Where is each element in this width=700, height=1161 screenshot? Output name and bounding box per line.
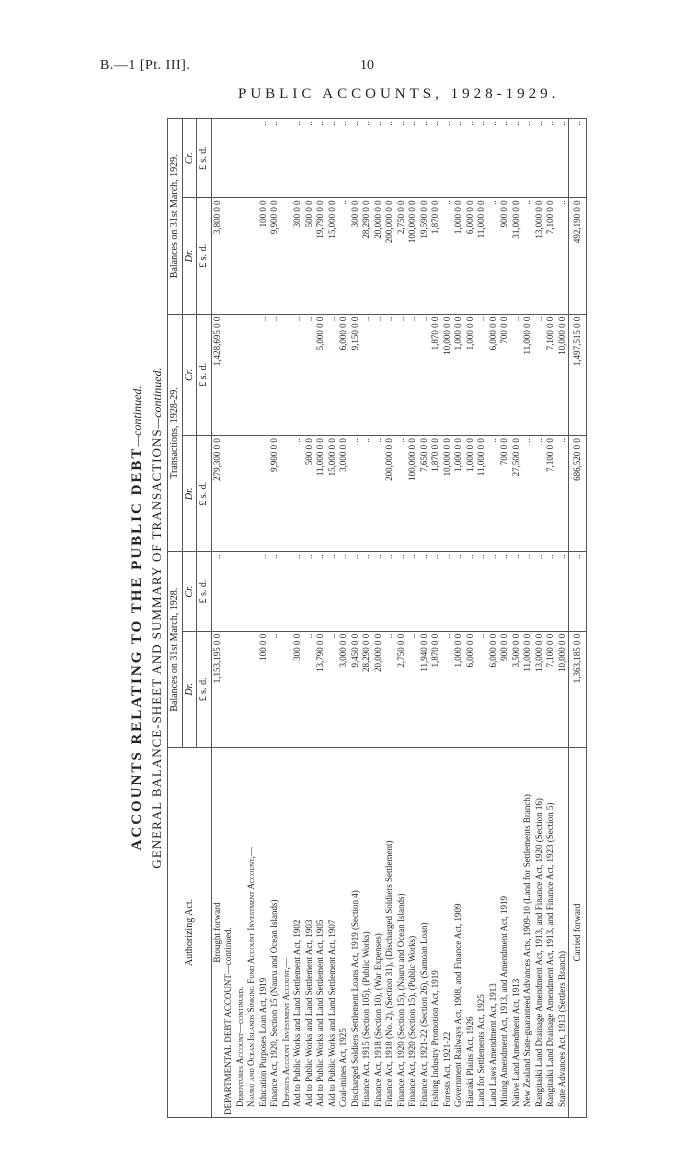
cell-tdr: 3,000 0 0: [338, 436, 350, 552]
cell-act: Aid to Public Works and Land Settlement Act, 1903: [304, 748, 316, 1118]
cell-b29cr: ..: [292, 119, 304, 198]
cell-tcr: 1,000 0 0: [465, 314, 477, 436]
cell-b28cr: ..: [442, 552, 454, 631]
cell-act: Government Railways Act, 1908, and Finance Act, 1909: [453, 748, 465, 1118]
table-row: [315, 119, 327, 1118]
cell-b28cr: ..: [419, 552, 431, 631]
cell-b29cr: ..: [350, 119, 362, 198]
cell-b29dr: 1,870 0 0: [430, 198, 442, 314]
cell-act: Aid to Public Works and Land Settlement Act, 1907: [327, 748, 339, 1118]
cell-b28cr: ..: [488, 552, 500, 631]
col-cr: Cr.: [182, 552, 197, 631]
cell-b28cr: ..: [338, 552, 350, 631]
cell-b29dr: ..: [338, 198, 350, 314]
table-row: [350, 119, 362, 1118]
cell-b28dr: 28,290 0 0: [361, 631, 373, 747]
cell-b29cr: ..: [258, 119, 270, 198]
cell-tcr: [235, 314, 247, 436]
cell-b29cr: ..: [396, 119, 408, 198]
cell-tcr: ..: [511, 314, 523, 436]
cell-tdr: 1,000 0 0: [453, 436, 465, 552]
cell-b29dr: ..: [442, 198, 454, 314]
cell-tdr: [223, 436, 235, 552]
table-title-suffix: —continued.: [130, 385, 144, 447]
cell-b29cr: [281, 119, 293, 198]
cell-b29cr: ..: [304, 119, 316, 198]
cell-b29cr: [246, 119, 258, 198]
cell-b29cr: ..: [522, 119, 534, 198]
table-row: [522, 119, 534, 1118]
cell-b28cr: ..: [453, 552, 465, 631]
cell-b29dr: [223, 198, 235, 314]
landscape-page: [105, 118, 625, 1118]
cell-b28dr: 13,000 0 0: [534, 631, 546, 747]
cell-b28cr: ..: [292, 552, 304, 631]
cell-tcr: ..: [534, 314, 546, 436]
cell-tcr: 6,000 0 0: [338, 314, 350, 436]
cell-b29dr: 200,000 0 0: [384, 198, 396, 314]
cell-b28dr: 20,000 0 0: [373, 631, 385, 747]
cell-tdr: 1,000 0 0: [465, 436, 477, 552]
cell-act: Land for Settlements Act, 1925: [476, 748, 488, 1118]
cell-b28cr: ..: [511, 552, 523, 631]
cell-b28dr: 1,153,195 0 0: [211, 631, 223, 747]
cell-b29cr: ..: [384, 119, 396, 198]
cell-tdr: ..: [534, 436, 546, 552]
cell-tdr: ..: [292, 436, 304, 552]
cell-tcr: ..: [361, 314, 373, 436]
cell-b29dr: 9,900 0 0: [269, 198, 281, 314]
cell-tcr: [281, 314, 293, 436]
cell-b28dr: 6,000 0 0: [465, 631, 477, 747]
cell-tcr: 5,000 0 0: [315, 314, 327, 436]
cell-b29cr: ..: [419, 119, 431, 198]
cell-act: Rangitaiki Land Drainage Amendment Act, 1913, and Finance Act, 1923 (Section 5): [545, 748, 557, 1118]
cell-tcr: 10,000 0 0: [442, 314, 454, 436]
table-row: [361, 119, 373, 1118]
cell-b28dr: 6,000 0 0: [488, 631, 500, 747]
cell-tdr: 11,000 0 0: [476, 436, 488, 552]
cell-tcr: ..: [407, 314, 419, 436]
cell-act: Finance Act, 1920 (Section 15), (Public Works): [407, 748, 419, 1118]
cell-b29dr: 300 0 0: [292, 198, 304, 314]
cell-b29dr: [281, 198, 293, 314]
cell-b29dr: 31,000 0 0: [511, 198, 523, 314]
cell-b28dr: 3,000 0 0: [338, 631, 350, 747]
cell-tdr: 700 0 0: [499, 436, 511, 552]
cell-b29cr: [223, 119, 235, 198]
table-title-text: ACCOUNTS RELATING TO THE PUBLIC DEBT: [129, 446, 145, 851]
cell-act: Finance Act, 1915 (Section 105), (Public Works): [361, 748, 373, 1118]
cell-act: DEPARTMENTAL DEBT ACCOUNT—continued.: [223, 748, 235, 1118]
cell-b28dr: [223, 631, 235, 747]
cell-b29dr: 11,000 0 0: [476, 198, 488, 314]
balance-sheet-table: [167, 118, 587, 1118]
table-subtitle-suffix: —continued.: [150, 367, 164, 429]
cell-tdr: 500 0 0: [304, 436, 316, 552]
page-number: 10: [360, 58, 374, 73]
cell-b28dr: ..: [327, 631, 339, 747]
cell-b29dr: 28,290 0 0: [361, 198, 373, 314]
table-row: [246, 119, 258, 1118]
cell-tdr: 686,520 0 0: [569, 436, 587, 552]
cell-b29dr: 1,000 0 0: [453, 198, 465, 314]
cell-tcr: ..: [384, 314, 396, 436]
cell-tcr: [223, 314, 235, 436]
cell-tdr: [258, 436, 270, 552]
cell-tdr: 100,000 0 0: [407, 436, 419, 552]
col-cr: Cr.: [182, 119, 197, 198]
cell-b28dr: 3,500 0 0: [511, 631, 523, 747]
cell-act: Brought forward: [211, 748, 223, 1118]
table-row: [269, 119, 281, 1118]
cell-b28dr: 1,870 0 0: [430, 631, 442, 747]
cell-b28dr: 100 0 0: [258, 631, 270, 747]
cell-tcr: 1,000 0 0: [453, 314, 465, 436]
cell-act: Native Land Amendment Act, 1913: [511, 748, 523, 1118]
cell-tcr: 11,000 0 0: [522, 314, 534, 436]
cell-tcr: [246, 314, 258, 436]
table-row: [476, 119, 488, 1118]
cell-tdr: ..: [350, 436, 362, 552]
cell-b28cr: [281, 552, 293, 631]
cell-b29dr: [246, 198, 258, 314]
cell-act: Rangitaiki Land Drainage Amendment Act, 1913, and Finance Act, 1920 (Section 16): [534, 748, 546, 1118]
carried-forward-row: [569, 119, 587, 1118]
cell-b29dr: 15,000 0 0: [327, 198, 339, 314]
cell-tcr: 1,428,695 0 0: [211, 314, 223, 436]
cell-b29dr: [235, 198, 247, 314]
cell-tdr: ..: [522, 436, 534, 552]
cell-b28cr: [246, 552, 258, 631]
cell-b28dr: 10,000 0 0: [557, 631, 569, 747]
cell-b28dr: 2,750 0 0: [396, 631, 408, 747]
cell-b29dr: 3,800 0 0: [211, 198, 223, 314]
table-row: [545, 119, 557, 1118]
cell-b28cr: ..: [407, 552, 419, 631]
cell-act: Hauraki Plains Act, 1926: [465, 748, 477, 1118]
cell-b29dr: 500 0 0: [304, 198, 316, 314]
cell-b29cr: ..: [465, 119, 477, 198]
cell-tcr: ..: [269, 314, 281, 436]
cell-act: Finance Act, 1920, Section 15 (Nauru and Ocean Islands): [269, 748, 281, 1118]
col-transactions: Transactions, 1928-29.: [168, 314, 183, 552]
col-dr: Dr.: [182, 436, 197, 552]
cell-b29cr: ..: [545, 119, 557, 198]
cell-b28cr: ..: [304, 552, 316, 631]
table-row: [453, 119, 465, 1118]
cell-b29dr: 492,190 0 0: [569, 198, 587, 314]
cell-tcr: 700 0 0: [499, 314, 511, 436]
cell-tcr: 1,497,515 0 0: [569, 314, 587, 436]
cell-act: Nauru and Ocean Islands Sinking Fund Account Investment Account,—: [246, 748, 258, 1118]
cell-b28cr: ..: [569, 552, 587, 631]
cell-b28dr: [281, 631, 293, 747]
cell-tdr: [246, 436, 258, 552]
table-row: [407, 119, 419, 1118]
cell-b28dr: ..: [407, 631, 419, 747]
cell-b28cr: [235, 552, 247, 631]
cell-tcr: ..: [327, 314, 339, 436]
table-subtitle-text: GENERAL BALANCE-SHEET AND SUMMARY OF TRANSACTIONS: [149, 428, 164, 869]
cell-b28dr: 11,940 0 0: [419, 631, 431, 747]
cell-tdr: 10,000 0 0: [442, 436, 454, 552]
cell-b29dr: 900 0 0: [499, 198, 511, 314]
cell-b29cr: ..: [430, 119, 442, 198]
cell-b28dr: 1,363,185 0 0: [569, 631, 587, 747]
cell-b29cr: ..: [569, 119, 587, 198]
cell-tcr: ..: [292, 314, 304, 436]
cell-b29cr: ..: [488, 119, 500, 198]
cell-tdr: [235, 436, 247, 552]
page-header: [0, 0, 700, 120]
cell-b29dr: 100 0 0: [258, 198, 270, 314]
table-row: [258, 119, 270, 1118]
col-balances-1928: Balances on 31st March, 1928.: [168, 552, 183, 748]
cell-act: Aid to Public Works and Land Settlement Act, 1905: [315, 748, 327, 1118]
cell-b29cr: [235, 119, 247, 198]
cell-b28dr: ..: [384, 631, 396, 747]
cell-tdr: 11,000 0 0: [315, 436, 327, 552]
table-row: [211, 119, 223, 1118]
table-row: [557, 119, 569, 1118]
cell-b28cr: ..: [269, 552, 281, 631]
running-title: PUBLIC ACCOUNTS, 1928-1929.: [238, 86, 560, 102]
cell-b29dr: ..: [488, 198, 500, 314]
cell-tdr: 27,500 0 0: [511, 436, 523, 552]
cell-tdr: [281, 436, 293, 552]
cell-b29cr: ..: [534, 119, 546, 198]
col-balances-1929: Balances on 31st March, 1929.: [168, 119, 183, 315]
cell-b29cr: ..: [373, 119, 385, 198]
cell-b29dr: 2,750 0 0: [396, 198, 408, 314]
cell-b28dr: 13,790 0 0: [315, 631, 327, 747]
cell-b29cr: ..: [338, 119, 350, 198]
cell-b29dr: 13,000 0 0: [534, 198, 546, 314]
table-subtitle: [149, 118, 165, 1118]
table-row: [499, 119, 511, 1118]
table-row: [430, 119, 442, 1118]
cell-b29cr: ..: [442, 119, 454, 198]
cell-b28dr: ..: [304, 631, 316, 747]
cell-act: Fishing Industry Promotion Act, 1919: [430, 748, 442, 1118]
cell-b28dr: 1,000 0 0: [453, 631, 465, 747]
cell-b29dr: 100,000 0 0: [407, 198, 419, 314]
cell-tdr: 7,650 0 0: [419, 436, 431, 552]
cell-tdr: 1,870 0 0: [430, 436, 442, 552]
cell-b28cr: ..: [396, 552, 408, 631]
cell-act: Coal-mines Act, 1925: [338, 748, 350, 1118]
cell-tdr: ..: [557, 436, 569, 552]
cell-b29cr: ..: [476, 119, 488, 198]
cell-act: State Advances Act, 1913 (Settlers Branch): [557, 748, 569, 1118]
cell-act: Land Laws Amendment Act, 1913: [488, 748, 500, 1118]
table-row: [488, 119, 500, 1118]
cell-b28dr: ..: [269, 631, 281, 747]
table-row: [373, 119, 385, 1118]
cell-act: Forests Act, 1921-22: [442, 748, 454, 1118]
cell-act: Education Purposes Loan Act, 1919: [258, 748, 270, 1118]
cell-b28cr: ..: [350, 552, 362, 631]
cell-b29cr: ..: [499, 119, 511, 198]
cell-tdr: 9,900 0 0: [269, 436, 281, 552]
cell-tcr: ..: [476, 314, 488, 436]
table-row: [304, 119, 316, 1118]
cell-tdr: ..: [396, 436, 408, 552]
cell-b29cr: ..: [269, 119, 281, 198]
unit-label: £ s. d.: [197, 631, 212, 747]
unit-label: £ s. d.: [197, 198, 212, 314]
cell-tcr: 6,000 0 0: [488, 314, 500, 436]
cell-b28dr: ..: [476, 631, 488, 747]
cell-b28dr: 7,100 0 0: [545, 631, 557, 747]
cell-b28cr: ..: [476, 552, 488, 631]
cell-b29cr: ..: [407, 119, 419, 198]
cell-b29dr: 19,790 0 0: [315, 198, 327, 314]
cell-tcr: ..: [258, 314, 270, 436]
table-row: [396, 119, 408, 1118]
cell-tcr: ..: [373, 314, 385, 436]
cell-b29dr: 7,100 0 0: [545, 198, 557, 314]
table-row: [223, 119, 235, 1118]
cell-b28dr: [246, 631, 258, 747]
cell-b28cr: ..: [384, 552, 396, 631]
cell-b29dr: ..: [522, 198, 534, 314]
cell-b29dr: 300 0 0: [350, 198, 362, 314]
cell-b28cr: ..: [315, 552, 327, 631]
cell-act: New Zealand State-guaranteed Advances Acts, 1909-10 (Land for Settlements Branch): [522, 748, 534, 1118]
cell-tcr: 10,000 0 0: [557, 314, 569, 436]
cell-tdr: 15,000 0 0: [327, 436, 339, 552]
cell-b28cr: ..: [373, 552, 385, 631]
cell-b28dr: ..: [442, 631, 454, 747]
cell-b29dr: 6,000 0 0: [465, 198, 477, 314]
cell-b28cr: ..: [430, 552, 442, 631]
cell-tdr: 7,100 0 0: [545, 436, 557, 552]
cell-tcr: ..: [419, 314, 431, 436]
unit-label: £ s. d.: [197, 119, 212, 198]
cell-b28cr: ..: [361, 552, 373, 631]
table-row: [534, 119, 546, 1118]
report-reference: B.—1 [Pt. III].: [100, 58, 191, 73]
col-authorizing-act: Authorizing Act.: [168, 748, 212, 1118]
cell-tcr: ..: [304, 314, 316, 436]
cell-act: Discharged Soldiers Settlement Loans Act, 1919 (Section 4): [350, 748, 362, 1118]
cell-b28cr: ..: [522, 552, 534, 631]
cell-act: Mining Amendment Act, 1913, and Amendment Act, 1919: [499, 748, 511, 1118]
cell-tdr: ..: [361, 436, 373, 552]
cell-act: Finance Act, 1918 (No. 2), (Section 31), (Discharged Soldiers Settlement): [384, 748, 396, 1118]
cell-act: Finance Act, 1918 (Section 10), (War Expenses): [373, 748, 385, 1118]
table-row: [442, 119, 454, 1118]
cell-b29dr: ..: [557, 198, 569, 314]
cell-act: Debentures Account—continued.: [235, 748, 247, 1118]
unit-label: £ s. d.: [197, 552, 212, 631]
cell-b28dr: 300 0 0: [292, 631, 304, 747]
cell-b29cr: [211, 119, 223, 198]
cell-b29cr: ..: [511, 119, 523, 198]
col-cr: Cr.: [182, 314, 197, 436]
table-row: [384, 119, 396, 1118]
rotated-table-region: [105, 118, 625, 1118]
col-dr: Dr.: [182, 198, 197, 314]
cell-b28cr: ..: [545, 552, 557, 631]
table-row: [281, 119, 293, 1118]
cell-tdr: 279,300 0 0: [211, 436, 223, 552]
table-row: [511, 119, 523, 1118]
table-row: [338, 119, 350, 1118]
cell-act: Deposits Account Investment Account,—: [281, 748, 293, 1118]
cell-b28cr: ..: [327, 552, 339, 631]
cell-tdr: ..: [488, 436, 500, 552]
cell-tdr: ..: [373, 436, 385, 552]
cell-tcr: 7,100 0 0: [545, 314, 557, 436]
cell-b29cr: ..: [361, 119, 373, 198]
cell-b29cr: ..: [453, 119, 465, 198]
cell-b28dr: 9,450 0 0: [350, 631, 362, 747]
table-row: [465, 119, 477, 1118]
cell-tcr: 9,150 0 0: [350, 314, 362, 436]
cell-b28dr: 11,000 0 0: [522, 631, 534, 747]
cell-tcr: ..: [396, 314, 408, 436]
cell-b28cr: ..: [499, 552, 511, 631]
cell-tdr: 200,000 0 0: [384, 436, 396, 552]
cell-b29dr: 20,000 0 0: [373, 198, 385, 314]
table-row: [292, 119, 304, 1118]
col-dr: Dr.: [182, 631, 197, 747]
cell-b29dr: 19,590 0 0: [419, 198, 431, 314]
cell-b28dr: 900 0 0: [499, 631, 511, 747]
cell-b28cr: [223, 552, 235, 631]
cell-b29cr: ..: [557, 119, 569, 198]
table-row: [235, 119, 247, 1118]
unit-label: £ s. d.: [197, 314, 212, 436]
cell-tcr: 1,870 0 0: [430, 314, 442, 436]
table-row: [419, 119, 431, 1118]
cell-b29cr: ..: [315, 119, 327, 198]
cell-b28cr: ..: [557, 552, 569, 631]
cell-act: Finance Act, 1921-22 (Section 26), (Samoan Loan): [419, 748, 431, 1118]
cell-act: Carried forward: [569, 748, 587, 1118]
cell-b28cr: ..: [534, 552, 546, 631]
cell-b28cr: ..: [465, 552, 477, 631]
cell-b28cr: ..: [258, 552, 270, 631]
unit-label: £ s. d.: [197, 436, 212, 552]
cell-act: Aid to Public Works and Land Settlement Act, 1902: [292, 748, 304, 1118]
cell-b28cr: ..: [211, 552, 223, 631]
table-body: [211, 119, 569, 1118]
cell-b28dr: [235, 631, 247, 747]
table-row: [327, 119, 339, 1118]
cell-act: Finance Act, 1920 (Section 15), (Nauru and Ocean Islands): [396, 748, 408, 1118]
table-title: [129, 118, 146, 1118]
cell-b29cr: ..: [327, 119, 339, 198]
